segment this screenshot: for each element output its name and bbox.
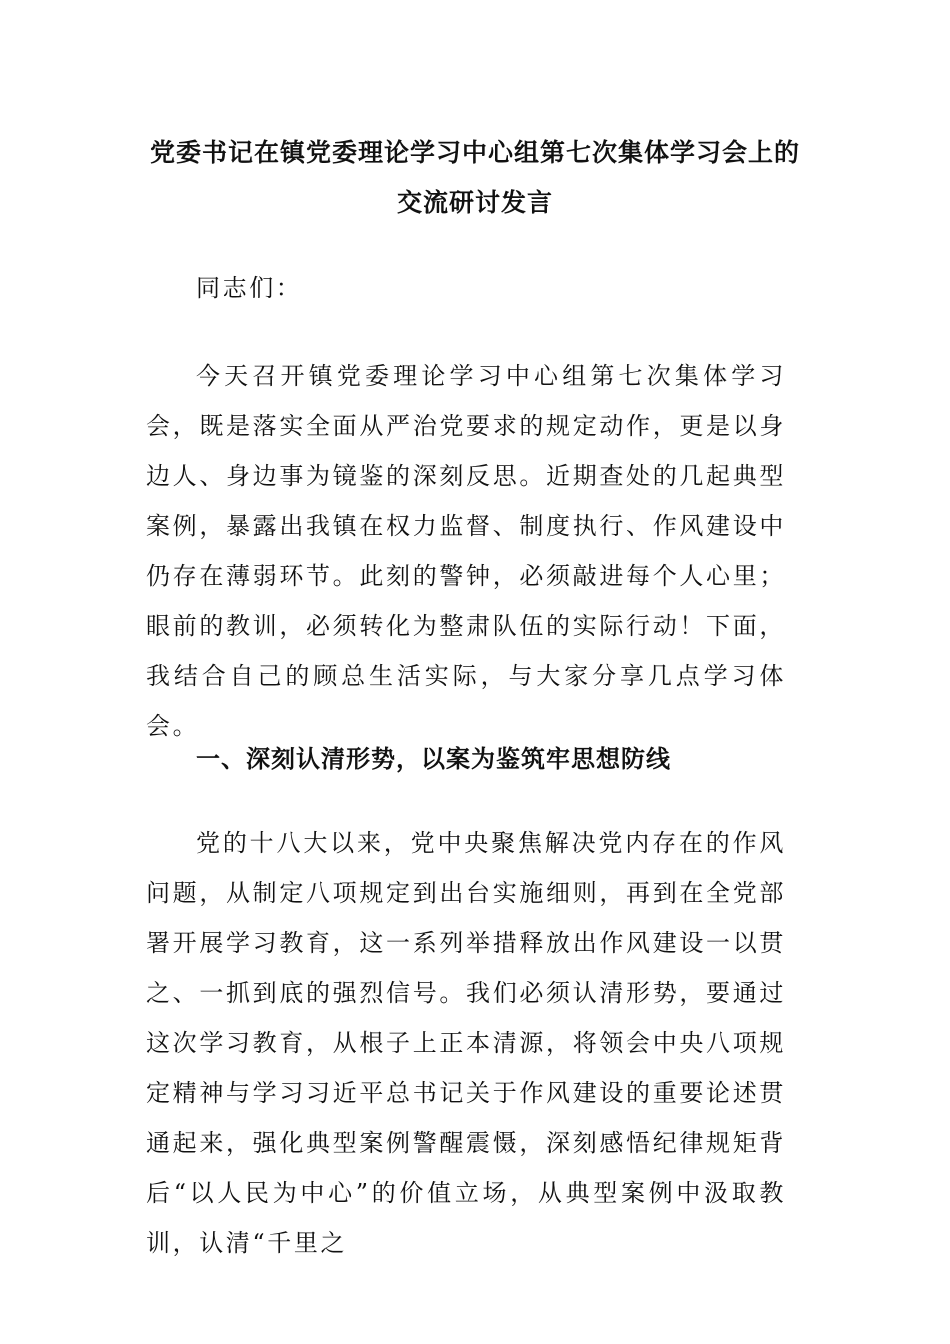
paragraph-section-1: 党的十八大以来，党中央聚焦解决党内存在的作风问题，从制定八项规定到出台实施细则，再到在全党部署开展学习教育，这一系列举措释放出作风建设一以贯之、一抓到底的强烈信号。我们必须认清形势，要通过这次学习教育，从根子上正本清源，将领会中央八项规定精神与学习习近平总书记关于作风建设的重要论述贯通起来，强化典型案例警醒震慑，深刻感悟纪律规矩背后“以人民为中心”的价值立场，从典型案例中汲取教训，认清“千里之: [146, 829, 786, 1257]
greeting: 同志们：: [196, 274, 303, 302]
document-title-line-1: 党委书记在镇党委理论学习中心组第七次集体学习会上的: [149, 138, 800, 167]
section-heading-1: 一、深刻认清形势，以案为鉴筑牢思想防线: [196, 745, 671, 773]
document-title-line-2: 交流研讨发言: [396, 188, 553, 217]
paragraph-intro: 今天召开镇党委理论学习中心组第七次集体学习会，既是落实全面从严治党要求的规定动作，更是以身边人、身边事为镜鉴的深刻反思。近期查处的几起典型案例，暴露出我镇在权力监督、制度执行、作风建设中仍存在薄弱环节。此刻的警钟，必须敲进每个人心里；眼前的教训，必须转化为整肃队伍的实际行动！下面，我结合自己的顾总生活实际，与大家分享几点学习体会。: [146, 362, 786, 740]
